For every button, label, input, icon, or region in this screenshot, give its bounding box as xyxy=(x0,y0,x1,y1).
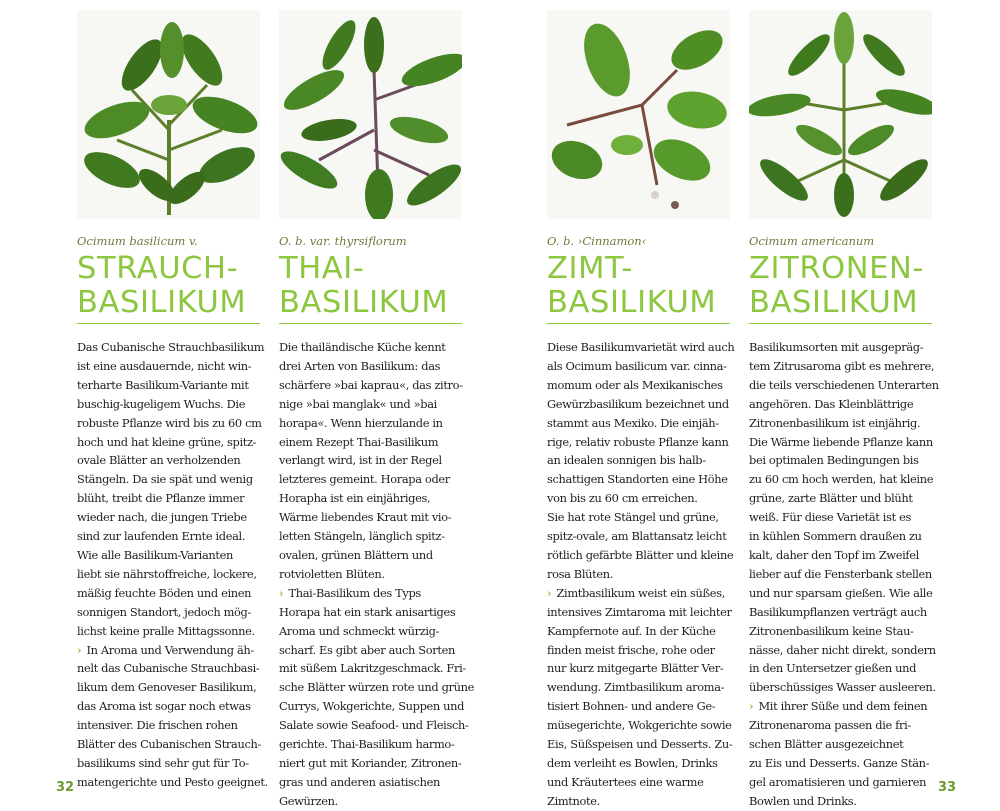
text-line: zu Eis und Desserts. Ganze Stän- xyxy=(749,755,930,770)
text-line: rosa Blüten. xyxy=(547,566,613,581)
text-line: lieber auf die Fensterbank stellen xyxy=(749,566,932,581)
text-line: Stängeln. Da sie spät und wenig xyxy=(77,472,253,487)
text-line: niert gut mit Koriander, Zitronen- xyxy=(279,755,462,770)
basil-sprig-image xyxy=(279,10,462,219)
text-line: hoch und hat kleine grüne, spitz- xyxy=(77,434,257,449)
text-line: robuste Pflanze wird bis zu 60 cm xyxy=(77,415,262,430)
text-line: wieder nach, die jungen Triebe xyxy=(77,510,247,525)
text-line: terharte Basilikum-Variante mit xyxy=(77,377,249,392)
text-line: Gewürzen. xyxy=(279,793,338,808)
text-line: Die thailändische Küche kennt xyxy=(279,340,446,354)
latin-name: O. b. ›Cinnamon‹ xyxy=(547,234,647,248)
body-text xyxy=(749,338,939,811)
text-line: sind zur laufenden Ernte ideal. xyxy=(77,529,246,544)
text-line: mit süßem Lakritzgeschmack. Fri- xyxy=(279,661,466,676)
text-line: intensiver. Die frischen rohen xyxy=(77,718,238,733)
text-line: kalt, daher den Topf im Zweifel xyxy=(749,547,919,562)
text-line: schärfere »bai kaprau«, das zitro- xyxy=(279,377,463,392)
text-line: rotvioletten Blüten. xyxy=(279,566,385,581)
page-number-left: 32 xyxy=(56,780,75,795)
text-line: Diese Basilikumvarietät wird auch xyxy=(547,340,735,354)
text-line: ovalen, grünen Blättern und xyxy=(279,547,433,562)
text-line: buschig-kugeligem Wuchs. Die xyxy=(77,396,246,411)
text-line: Kampfernote auf. In der Küche xyxy=(547,623,716,638)
text-line: Die Wärme liebende Pflanze kann xyxy=(749,434,933,449)
page-number-right: 33 xyxy=(938,780,957,795)
text-line: in kühlen Sommern draußen zu xyxy=(749,529,922,544)
text-line: Aroma und schmeckt würzig- xyxy=(279,623,440,638)
text-line: Zitronenbasilikum ist einjährig. xyxy=(749,415,921,430)
text-line: basilikums sind sehr gut für To- xyxy=(77,755,249,770)
title-line: BASILIKUM xyxy=(749,285,919,320)
title-line: THAI- xyxy=(279,251,365,286)
text-line: Basilikumpflanzen verträgt auch xyxy=(749,604,927,619)
title-rule xyxy=(749,323,932,324)
text-line: likum dem Genoveser Basilikum, xyxy=(77,680,257,695)
text-line: Zitronenbasilikum keine Stau- xyxy=(749,623,914,638)
text-line: Horaphа ist ein einjähriges, xyxy=(279,491,431,506)
text-line: Das Cubanische Strauchbasilikum xyxy=(77,340,265,354)
text-line: matengerichte und Pesto geeignet. xyxy=(77,774,268,789)
text-line: finden meist frische, rohe oder xyxy=(547,642,715,657)
text-line: sonnigen Standort, jedoch mög- xyxy=(77,604,251,619)
basil-sprig-image xyxy=(547,10,730,219)
text-line: nur kurz mitgegarte Blätter Ver- xyxy=(547,661,724,676)
text-line: Currys, Wokgerichte, Suppen und xyxy=(279,699,465,714)
text-line: Bowlen und Drinks. xyxy=(749,793,857,808)
text-line: scharf. Es gibt aber auch Sorten xyxy=(279,642,455,657)
title-rule xyxy=(547,323,730,324)
text-line: Sie hat rote Stängel und grüne, xyxy=(547,510,719,525)
text-line: ist eine ausdauernde, nicht win- xyxy=(77,358,252,373)
text-line: Horapa hat ein stark anisartiges xyxy=(279,604,456,619)
text-line: tisiert Bohnen- und andere Ge- xyxy=(547,699,716,714)
text-line: Eis, Süßspeisen und Desserts. Zu- xyxy=(547,737,733,752)
text-line: letzteres gemeint. Horapa oder xyxy=(279,472,450,487)
title-line: BASILIKUM xyxy=(77,285,247,320)
text-line: zu 60 cm hoch werden, hat kleine xyxy=(749,472,934,487)
strauch-basilikum-photo xyxy=(77,10,260,219)
latin-name: O. b. var. thyrsiflorum xyxy=(279,234,407,248)
text-line: in den Untersetzer gießen und xyxy=(749,661,917,676)
text-line: von bis zu 60 cm erreichen. xyxy=(547,491,698,506)
text-line: mäßig feuchte Böden und einen xyxy=(77,585,252,600)
text-line: gerichte. Thai-Basilikum harmo- xyxy=(279,737,455,752)
text-line: Salate sowie Seafood- und Fleisch- xyxy=(279,718,469,733)
text-line: müsegerichte, Wokgerichte sowie xyxy=(547,718,732,733)
text-line: Wie alle Basilikum-Varianten xyxy=(77,547,233,562)
text-line: als Ocimum basilicum var. cinna- xyxy=(547,358,727,373)
basil-sprig-image xyxy=(77,10,260,219)
title-line: STRAUCH- xyxy=(77,251,239,286)
text-line: Gewürzbasilikum bezeichnet und xyxy=(547,396,729,411)
text-line: liebt sie nährstoffreiche, lockere, xyxy=(77,566,257,581)
text-line: momum oder als Mexikanisches xyxy=(547,377,723,392)
text-line: nässe, daher nicht direkt, sondern xyxy=(749,642,936,657)
basil-sprig-image xyxy=(749,10,932,219)
text-line: › Thai-Basilikum des Typs xyxy=(279,585,421,600)
text-line: Blätter des Cubanischen Strauch- xyxy=(77,737,261,752)
bullet-marker: › xyxy=(77,642,82,657)
text-line: drei Arten von Basilikum: das xyxy=(279,358,441,373)
text-line: rötlich gefärbte Blätter und kleine xyxy=(547,547,734,562)
text-line: weiß. Für diese Varietät ist es xyxy=(749,510,911,525)
text-line: nelt das Cubanische Strauchbasi- xyxy=(77,661,260,676)
text-line: und Kräutertees eine warme xyxy=(547,774,704,789)
text-line: › In Aroma und Verwendung äh- xyxy=(77,642,254,657)
text-line: Wärme liebendes Kraut mit vio- xyxy=(279,510,452,525)
text-line: ovale Blätter an verholzenden xyxy=(77,453,241,468)
text-line: stammt aus Mexiko. Die einjäh- xyxy=(547,415,719,430)
text-line: rige, relativ robuste Pflanze kann xyxy=(547,434,729,449)
zimt-basilikum-photo xyxy=(547,10,730,219)
text-line: wendung. Zimtbasilikum aroma- xyxy=(547,680,725,695)
text-line: bei optimalen Bedingungen bis xyxy=(749,453,919,468)
body-text xyxy=(547,338,735,811)
text-line: › Zimtbasilikum weist ein süßes, xyxy=(547,585,725,600)
text-line: überschüssiges Wasser ausleeren. xyxy=(749,680,936,695)
body-text xyxy=(77,338,268,792)
text-line: grüne, zarte Blätter und blüht xyxy=(749,491,913,506)
text-line: letten Stängeln, länglich spitz- xyxy=(279,529,445,544)
bullet-marker: › xyxy=(749,699,754,714)
text-line: sche Blätter würzen rote und grüne xyxy=(279,680,474,695)
title-line: BASILIKUM xyxy=(279,285,449,320)
species-title xyxy=(749,252,932,320)
title-rule xyxy=(279,323,462,324)
body-text xyxy=(279,338,474,811)
text-line: gel aromatisieren und garnieren xyxy=(749,774,927,789)
text-line: an idealen sonnigen bis halb- xyxy=(547,453,706,468)
latin-name: Ocimum basilicum v. xyxy=(77,234,198,248)
text-line: und nur sparsam gießen. Wie alle xyxy=(749,585,933,600)
bullet-marker: › xyxy=(279,585,284,600)
species-title xyxy=(279,252,462,320)
text-line: schattigen Standorten eine Höhe xyxy=(547,472,728,487)
title-line: ZIMT- xyxy=(547,251,634,286)
species-title xyxy=(77,252,260,320)
text-line: angehören. Das Kleinblättrige xyxy=(749,396,914,411)
text-line: einem Rezept Thai-Basilikum xyxy=(279,434,439,449)
text-line: nige »bai manglak« und »bai xyxy=(279,396,437,411)
text-line: Basilikumsorten mit ausgepräg- xyxy=(749,340,924,354)
text-line: tem Zitrusaroma gibt es mehrere, xyxy=(749,358,935,373)
text-line: die teils verschiedenen Unterarten xyxy=(749,377,939,392)
text-line: schen Blätter ausgezeichnet xyxy=(749,737,904,752)
latin-name: Ocimum americanum xyxy=(749,234,875,248)
title-line: ZITRONEN- xyxy=(749,251,925,286)
bullet-marker: › xyxy=(547,585,552,600)
text-line: Zimtnote. xyxy=(547,793,600,808)
text-line: dem verleiht es Bowlen, Drinks xyxy=(547,755,718,770)
text-line: Zitronenaroma passen die fri- xyxy=(749,718,911,733)
text-line: horapa«. Wenn hierzulande in xyxy=(279,415,443,430)
thai-basilikum-photo xyxy=(279,10,462,219)
text-line: das Aroma ist sogar noch etwas xyxy=(77,699,251,714)
text-line: intensives Zimtaroma mit leichter xyxy=(547,604,732,619)
title-rule xyxy=(77,323,260,324)
text-line: blüht, treibt die Pflanze immer xyxy=(77,491,245,506)
zitronen-basilikum-photo xyxy=(749,10,932,219)
text-line: spitz-ovale, am Blattansatz leicht xyxy=(547,529,727,544)
text-line: gras und anderen asiatischen xyxy=(279,774,441,789)
text-line: lichst keine pralle Mittagssonne. xyxy=(77,623,255,638)
species-title xyxy=(547,252,730,320)
text-line: verlangt wird, ist in der Regel xyxy=(279,453,442,468)
title-line: BASILIKUM xyxy=(547,285,717,320)
text-line: › Mit ihrer Süße und dem feinen xyxy=(749,699,928,714)
